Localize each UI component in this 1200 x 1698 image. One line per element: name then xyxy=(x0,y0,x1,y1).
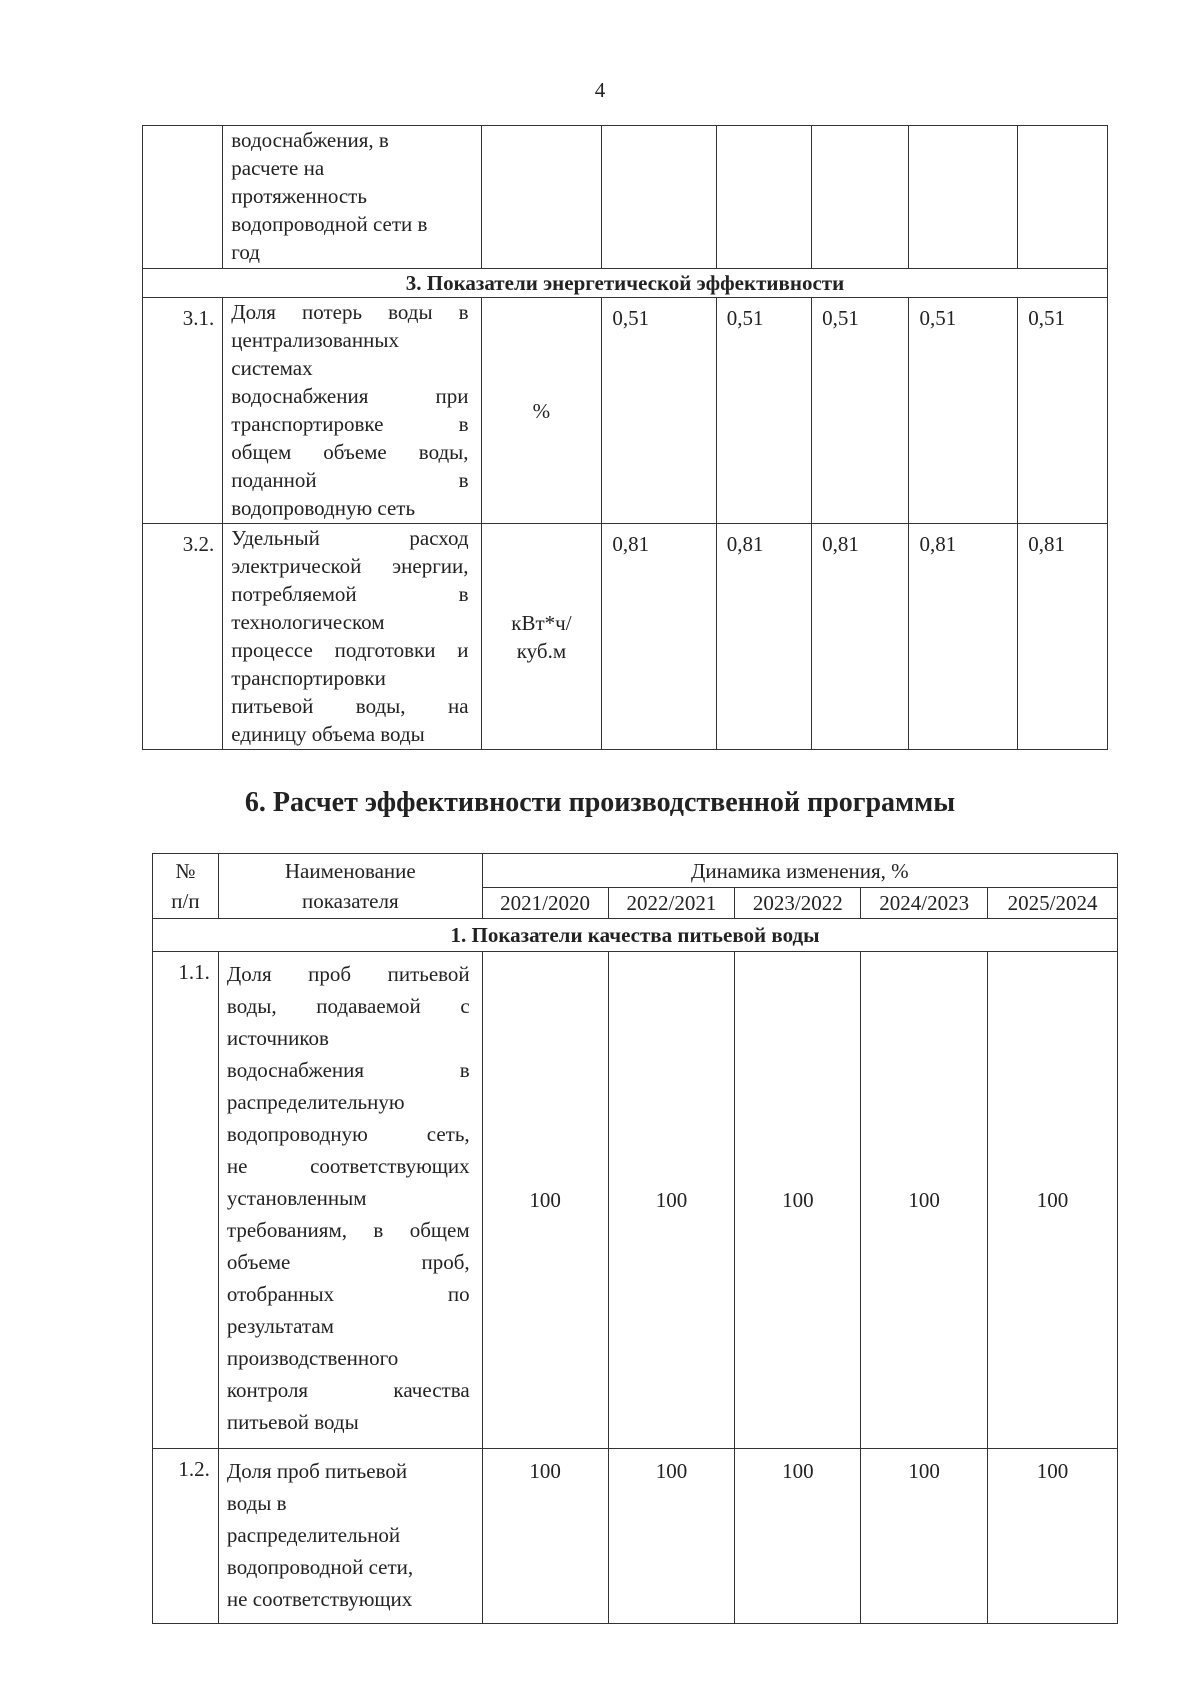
page-number: 4 xyxy=(594,78,606,102)
row-number: 1.2. xyxy=(153,1449,219,1624)
section-title: 3. Показатели энергетической эффективности xyxy=(143,269,1108,298)
indicator-name: Доля потерь воды в централизованных системах водоснабжения при транспортировке в общем объеме воды, поданной в водопроводную сеть xyxy=(223,298,481,524)
table-row xyxy=(143,126,1108,269)
value-cell: 100 xyxy=(861,952,988,1449)
header-period: 2025/2024 xyxy=(988,888,1118,919)
value-cell: 0,81 xyxy=(1018,524,1108,750)
value-cell: 0,51 xyxy=(716,298,811,524)
header-name: Наименование показателя xyxy=(218,854,482,919)
value-cell: 0,51 xyxy=(812,298,909,524)
efficiency-table xyxy=(152,853,1118,1624)
header-period: 2022/2021 xyxy=(608,888,735,919)
value-cell: 0,81 xyxy=(602,524,716,750)
header-row xyxy=(153,854,1118,888)
value-cell: 100 xyxy=(608,1449,735,1624)
value-cell: 100 xyxy=(988,952,1118,1449)
value-cell: 0,51 xyxy=(602,298,716,524)
section-row xyxy=(153,919,1118,952)
value-cell: 100 xyxy=(988,1449,1118,1624)
unit: кВт*ч/ куб.м xyxy=(481,524,602,750)
value-cell: 0,81 xyxy=(812,524,909,750)
unit: % xyxy=(481,298,602,524)
table-row xyxy=(153,1449,1118,1624)
value-cell: 0,51 xyxy=(909,298,1018,524)
value-cell: 100 xyxy=(482,952,608,1449)
indicator-name: водоснабжения, в расчете на протяженность водопроводной сети в год xyxy=(223,126,481,269)
header-dynamics: Динамика изменения, % xyxy=(482,854,1117,888)
header-period: 2024/2023 xyxy=(861,888,988,919)
indicator-name: Доля проб питьевой воды, подаваемой с источников водоснабжения в распределительную водопроводную сеть, не соответствующих установленным требованиям, в общем объеме проб, отобранных по результатам производственного контроля качества питьевой воды xyxy=(218,952,482,1449)
value-cell: 100 xyxy=(735,1449,861,1624)
header-number: № п/п xyxy=(153,854,219,919)
value-cell: 100 xyxy=(482,1449,608,1624)
row-number: 3.1. xyxy=(143,298,223,524)
header-period: 2021/2020 xyxy=(482,888,608,919)
value-cell: 100 xyxy=(608,952,735,1449)
header-period: 2023/2022 xyxy=(735,888,861,919)
value-cell: 100 xyxy=(861,1449,988,1624)
section-title: 1. Показатели качества питьевой воды xyxy=(153,919,1118,952)
value-cell: 0,51 xyxy=(1018,298,1108,524)
value-cell: 100 xyxy=(735,952,861,1449)
row-number: 1.1. xyxy=(153,952,219,1449)
indicator-name: Доля проб питьевой воды в распределительной водопроводной сети, не соответствующих xyxy=(218,1449,482,1624)
table-row xyxy=(153,952,1118,1449)
value-cell: 0,81 xyxy=(909,524,1018,750)
row-number: 3.2. xyxy=(143,524,223,750)
indicators-table xyxy=(142,125,1108,750)
value-cell: 0,81 xyxy=(716,524,811,750)
section-row xyxy=(143,269,1108,298)
table-row xyxy=(143,524,1108,750)
indicator-name: Удельный расход электрической энергии, потребляемой в технологическом процессе подготовки и транспортировки питьевой воды, на единицу объема воды xyxy=(223,524,481,750)
table-row xyxy=(143,298,1108,524)
section-heading: 6. Расчет эффективности производственной программы xyxy=(244,787,956,818)
